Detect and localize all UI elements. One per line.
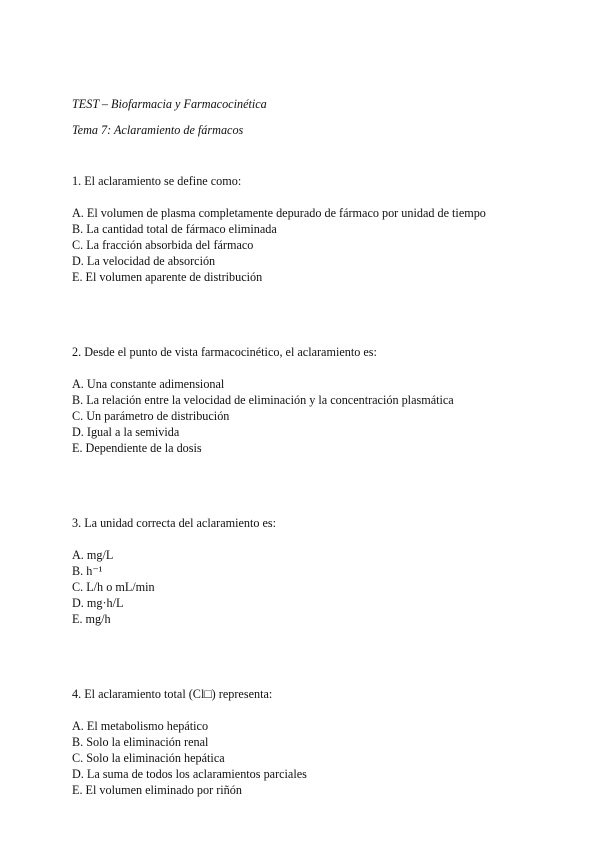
- option-e: E. El volumen aparente de distribución: [72, 270, 263, 284]
- question-text: 3. La unidad correcta del aclaramiento es:: [72, 516, 277, 530]
- question-text: 2. Desde el punto de vista farmacocinético, el aclaramiento es:: [72, 345, 377, 359]
- option-d: D. Igual a la semivida: [72, 425, 180, 439]
- document-subtitle: Tema 7: Aclaramiento de fármacos: [72, 123, 244, 137]
- option-a: A. Una constante adimensional: [72, 377, 225, 391]
- question-2: [72, 344, 542, 456]
- option-b: B. Solo la eliminación renal: [72, 735, 209, 749]
- option-d: D. La velocidad de absorción: [72, 254, 216, 268]
- option-e: E. El volumen eliminado por riñón: [72, 783, 242, 797]
- option-a: A. mg/L: [72, 548, 114, 562]
- option-c: C. L/h o mL/min: [72, 580, 155, 594]
- option-c: C. La fracción absorbida del fármaco: [72, 238, 254, 252]
- question-4: [72, 686, 542, 798]
- question-3: [72, 515, 542, 627]
- option-c: C. Solo la eliminación hepática: [72, 751, 225, 765]
- option-b: B. La cantidad total de fármaco eliminada: [72, 222, 277, 236]
- document-title: TEST – Biofarmacia y Farmacocinética: [72, 97, 267, 111]
- option-d: D. mg·h/L: [72, 596, 124, 610]
- option-a: A. El metabolismo hepático: [72, 719, 209, 733]
- question-1: [72, 173, 542, 285]
- option-a: A. El volumen de plasma completamente depurado de fármaco por unidad de tiempo: [72, 206, 486, 220]
- answer-options: [72, 547, 542, 627]
- document-page: [72, 96, 542, 798]
- option-b: B. La relación entre la velocidad de eliminación y la concentración plasmática: [72, 393, 454, 407]
- question-text: 4. El aclaramiento total (Cl□) representa:: [72, 687, 273, 701]
- option-e: E. Dependiente de la dosis: [72, 441, 202, 455]
- option-d: D. La suma de todos los aclaramientos parciales: [72, 767, 307, 781]
- option-b: B. h⁻¹: [72, 564, 103, 578]
- option-c: C. Un parámetro de distribución: [72, 409, 230, 423]
- answer-options: [72, 718, 542, 798]
- option-e: E. mg/h: [72, 612, 111, 626]
- question-text: 1. El aclaramiento se define como:: [72, 174, 242, 188]
- answer-options: [72, 205, 542, 285]
- answer-options: [72, 376, 542, 456]
